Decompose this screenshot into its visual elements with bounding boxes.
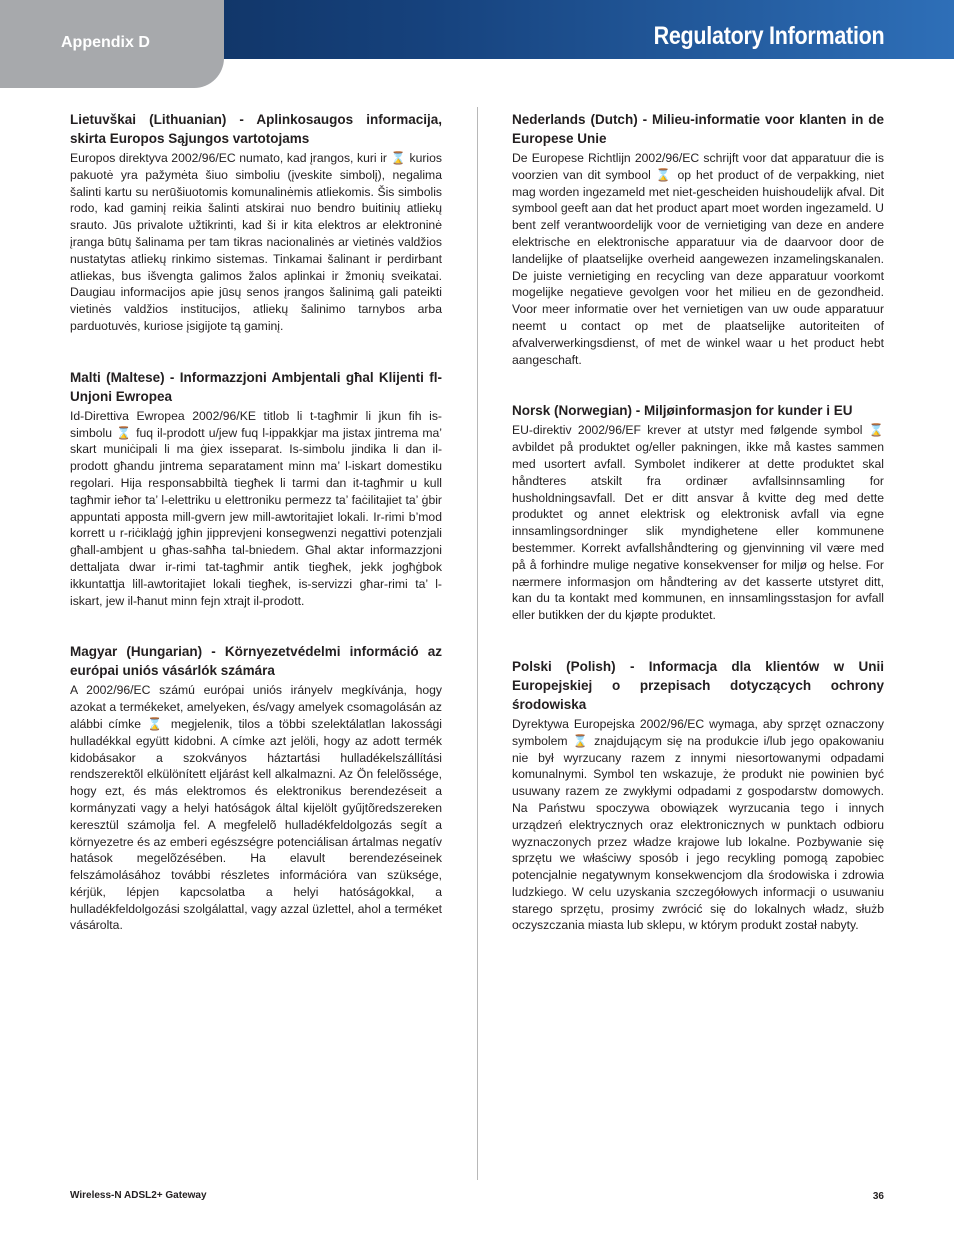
section-heading: Lietuvškai (Lithuanian) - Aplinkosaugos informacija, skirta Europos Sąjungos vartotojams	[70, 112, 442, 146]
section-body: Europos direktyva 2002/96/EC numato, kad įrangos, kuri ir ⌛ kurios pakuotė yra pažymėta šiuo simboliu (įveskite simbolį), negalima šalinti kartu su nerūšiuotomis komunalinėmis atliekomis. Šis simbolis rodo, kad gaminį reikia šalinti atskirai nuo bendro buitinių atliekų srauto. Jūs privalote užtikrinti, kad ši ir kita elektros ar elektroninė įranga būtų šalinama per tam tikras nacionalinės ar vietinės valdžios nustatytas atliekų rinkimo sistemas. Tinkamai šalinant ir perdirbant atliekas, bus išvengta galimos žalos aplinkai ir žmonių sveikatai. Daugiau informacijos apie jūsų senos įrangos šalinimą gali pateikti vietinės valdžios institucijos, atliekų šalinimo tarnybos arba parduotuvės, kuriose įsigijote tą gaminį.	[70, 151, 442, 333]
section-norwegian	[512, 401, 884, 624]
appendix-label: Appendix D	[61, 34, 150, 51]
section-heading: Magyar (Hungarian) - Környezetvédelmi információ az európai uniós vásárlók számára	[70, 644, 442, 679]
section-body: A 2002/96/EC számú európai uniós irányelv megkívánja, hogy azokat a termékeket, amelyeken, és/vagy amelyek csomagolásán az alábbi címke ⌛ megjelenik, tilos a többi szelektálatlan lakossági hulladékkal együtt kidobni. A címke azt jelöli, hogy az adott termék kidobásakor a szokványos háztartási hulladékelszállítási rendszerektõl elkülönített eljárást kell alkalmazni. Az Ön felelõssége, hogy ezt, és más elektromos és elektronikus berendezéseit a kormányzati vagy a helyi hatóságok által kijelölt gyűjtõredszereken keresztül számolja fel. A megfelelõ hulladékfeldolgozás segít a környezetre és az emberi egészségre potenciálisan ártalmas negatív hatások megelõzésében. Ha elavult berendezéseinek felszámolásához további részletes információra van szüksége, kérjük, lépjen kapcsolatba a helyi hatóságokkal, a hulladékfeldolgozási szolgálattal, vagy azzal üzlettel, ahol a terméket vásárolta.	[70, 683, 442, 933]
section-body: De Europese Richtlijn 2002/96/EC schrijft voor dat apparatuur die is voorzien van dit symbool ⌛ op het product of de verpakking, niet mag worden ingezameld met niet-gescheiden huishoudelijk afval. Dit symbool geeft aan dat het product apart moet worden ingezameld. U bent zelf verantwoordelijk voor de vernietiging van deze en andere elektrische en elektronische apparatuur via de daarvoor door de landelijke of plaatselijke overheid aangewezen inzamelingskanalen. De juiste vernietiging en recycling van deze apparatuur voorkomt mogelijke negatieve gevolgen voor het milieu en de gezondheid. Voor meer informatie over het vernietigen van uw oude apparatuur neemt u contact op met de plaatselijke autoriteiten of afvalverwerkingsdienst, of met de winkel waar u het product hebt aangeschaft.	[512, 151, 884, 367]
right-column	[512, 110, 884, 967]
footer-product-name: Wireless-N ADSL2+ Gateway	[70, 1190, 207, 1201]
section-maltese	[70, 368, 442, 610]
page-header	[0, 0, 954, 88]
footer-page-number: 36	[872, 1191, 884, 1202]
section-body: Dyrektywa Europejska 2002/96/EC wymaga, aby sprzęt oznaczony symbolem ⌛ znajdującym się na produkcie i/lub jego opakowaniu nie był wyrzucany razem z innymi niesortowanymi odpadami komunalnymi. Symbol ten wskazuje, że produkt nie powinien być usuwany razem ze zwykłymi odpadami z gospodarstw domowych. Na Państwu spoczywa obowiązek wyrzucania tego i innych urządzeń elektrycznych oraz elektronicznych w punktach odbioru wyznaczonych przez władze krajowe lub lokalne. Pozbywanie się sprzętu we właściwy sposób i jego recykling pomogą zapobiec potencjalnie negatywnym konsekwencjom dla środowiska i zdrowia ludzkiego. W celu uzyskania szczegółowych informacji o usuwaniu starego sprzętu, prosimy zwrócić się do lokalnych władz, służb oczyszczania miasta lub sklepu, w którym produkt został nabyty.	[512, 716, 884, 933]
section-heading: Norsk (Norwegian) - Miljøinformasjon for kunder i EU	[512, 403, 853, 419]
left-column	[70, 110, 442, 967]
section-polish	[512, 657, 884, 934]
section-hungarian	[70, 642, 442, 934]
section-dutch	[512, 110, 884, 368]
section-heading: Nederlands (Dutch) - Milieu-informatie voor klanten in de Europese Unie	[512, 112, 884, 146]
page-title: Regulatory Information	[653, 22, 884, 50]
section-heading: Polski (Polish) - Informacja dla klientów w Unii Europejskiej o przepisach dotyczących ochrony środowiska	[512, 658, 884, 712]
appendix-tab	[0, 0, 224, 88]
column-divider	[477, 107, 478, 1180]
section-body: Id-Direttiva Ewropea 2002/96/KE titlob li t-tagħmir li jkun fih is-simbolu ⌛ fuq il-prodott u/jew fuq l-ippakkjar ma jistax jintrema ma’ skart muniċipali li ma ġiex isseparat. Is-simbolu jindika li dan il-prodott għandu jintrema separatament minn ma’ l-iskart domestiku regolari. Hija responsabbiltà tiegħek li tarmi dan it-tagħmir u kull tagħmir ieħor ta’ l-elettriku u elettroniku permezz ta’ faċilitajiet ta’ ġbir appuntati apposta mill-gvern jew mill-awtoritajiet lokali. Ir-rimi b’mod korrett u r-riċiklaġġ jgħin jipprevjeni konsegwenzi negattivi potenzjali għall-ambjent u għas-saħħa tal-bniedem. Għal aktar informazzjoni dettaljata dwar ir-rimi tat-tagħmir antik tiegħek, jekk jogħġbok ikkuntattja lill-awtoritajiet lokali tiegħek, is-servizzi għar-rimi ta’ l-iskart, jew il-ħanut minn fejn xtrajt il-prodott.	[70, 408, 442, 608]
section-lithuanian	[70, 110, 442, 335]
section-heading: Malti (Maltese) - Informazzjoni Ambjentali għal Klijenti fl-Unjoni Ewropea	[70, 369, 442, 404]
section-body: EU-direktiv 2002/96/EF krever at utstyr med følgende symbol ⌛ avbildet på produktet og/eller pakningen, ikke må kastes sammen med usortert avfall. Symbolet indikerer at dette produktet skal håndteres atskilt fra ordinær avfallsinnsamling for husholdningsavfall. Det er ditt ansvar å kvitte deg med dette produktet og annet elektrisk og elektronisk avfall via egne innsamlingsordninger slik myndighetene eller kommunene bestemmer. Korrekt avfallshåndtering og gjenvinning vil være med på å forhindre mulige negative konsekvenser for miljø og helse. For nærmere informasjon om håndtering av det kasserte utstyret ditt, kan du ta kontakt med kommunen, en innsamlingsstasjon for avfall eller butikken der du kjøpte produktet.	[512, 423, 884, 623]
